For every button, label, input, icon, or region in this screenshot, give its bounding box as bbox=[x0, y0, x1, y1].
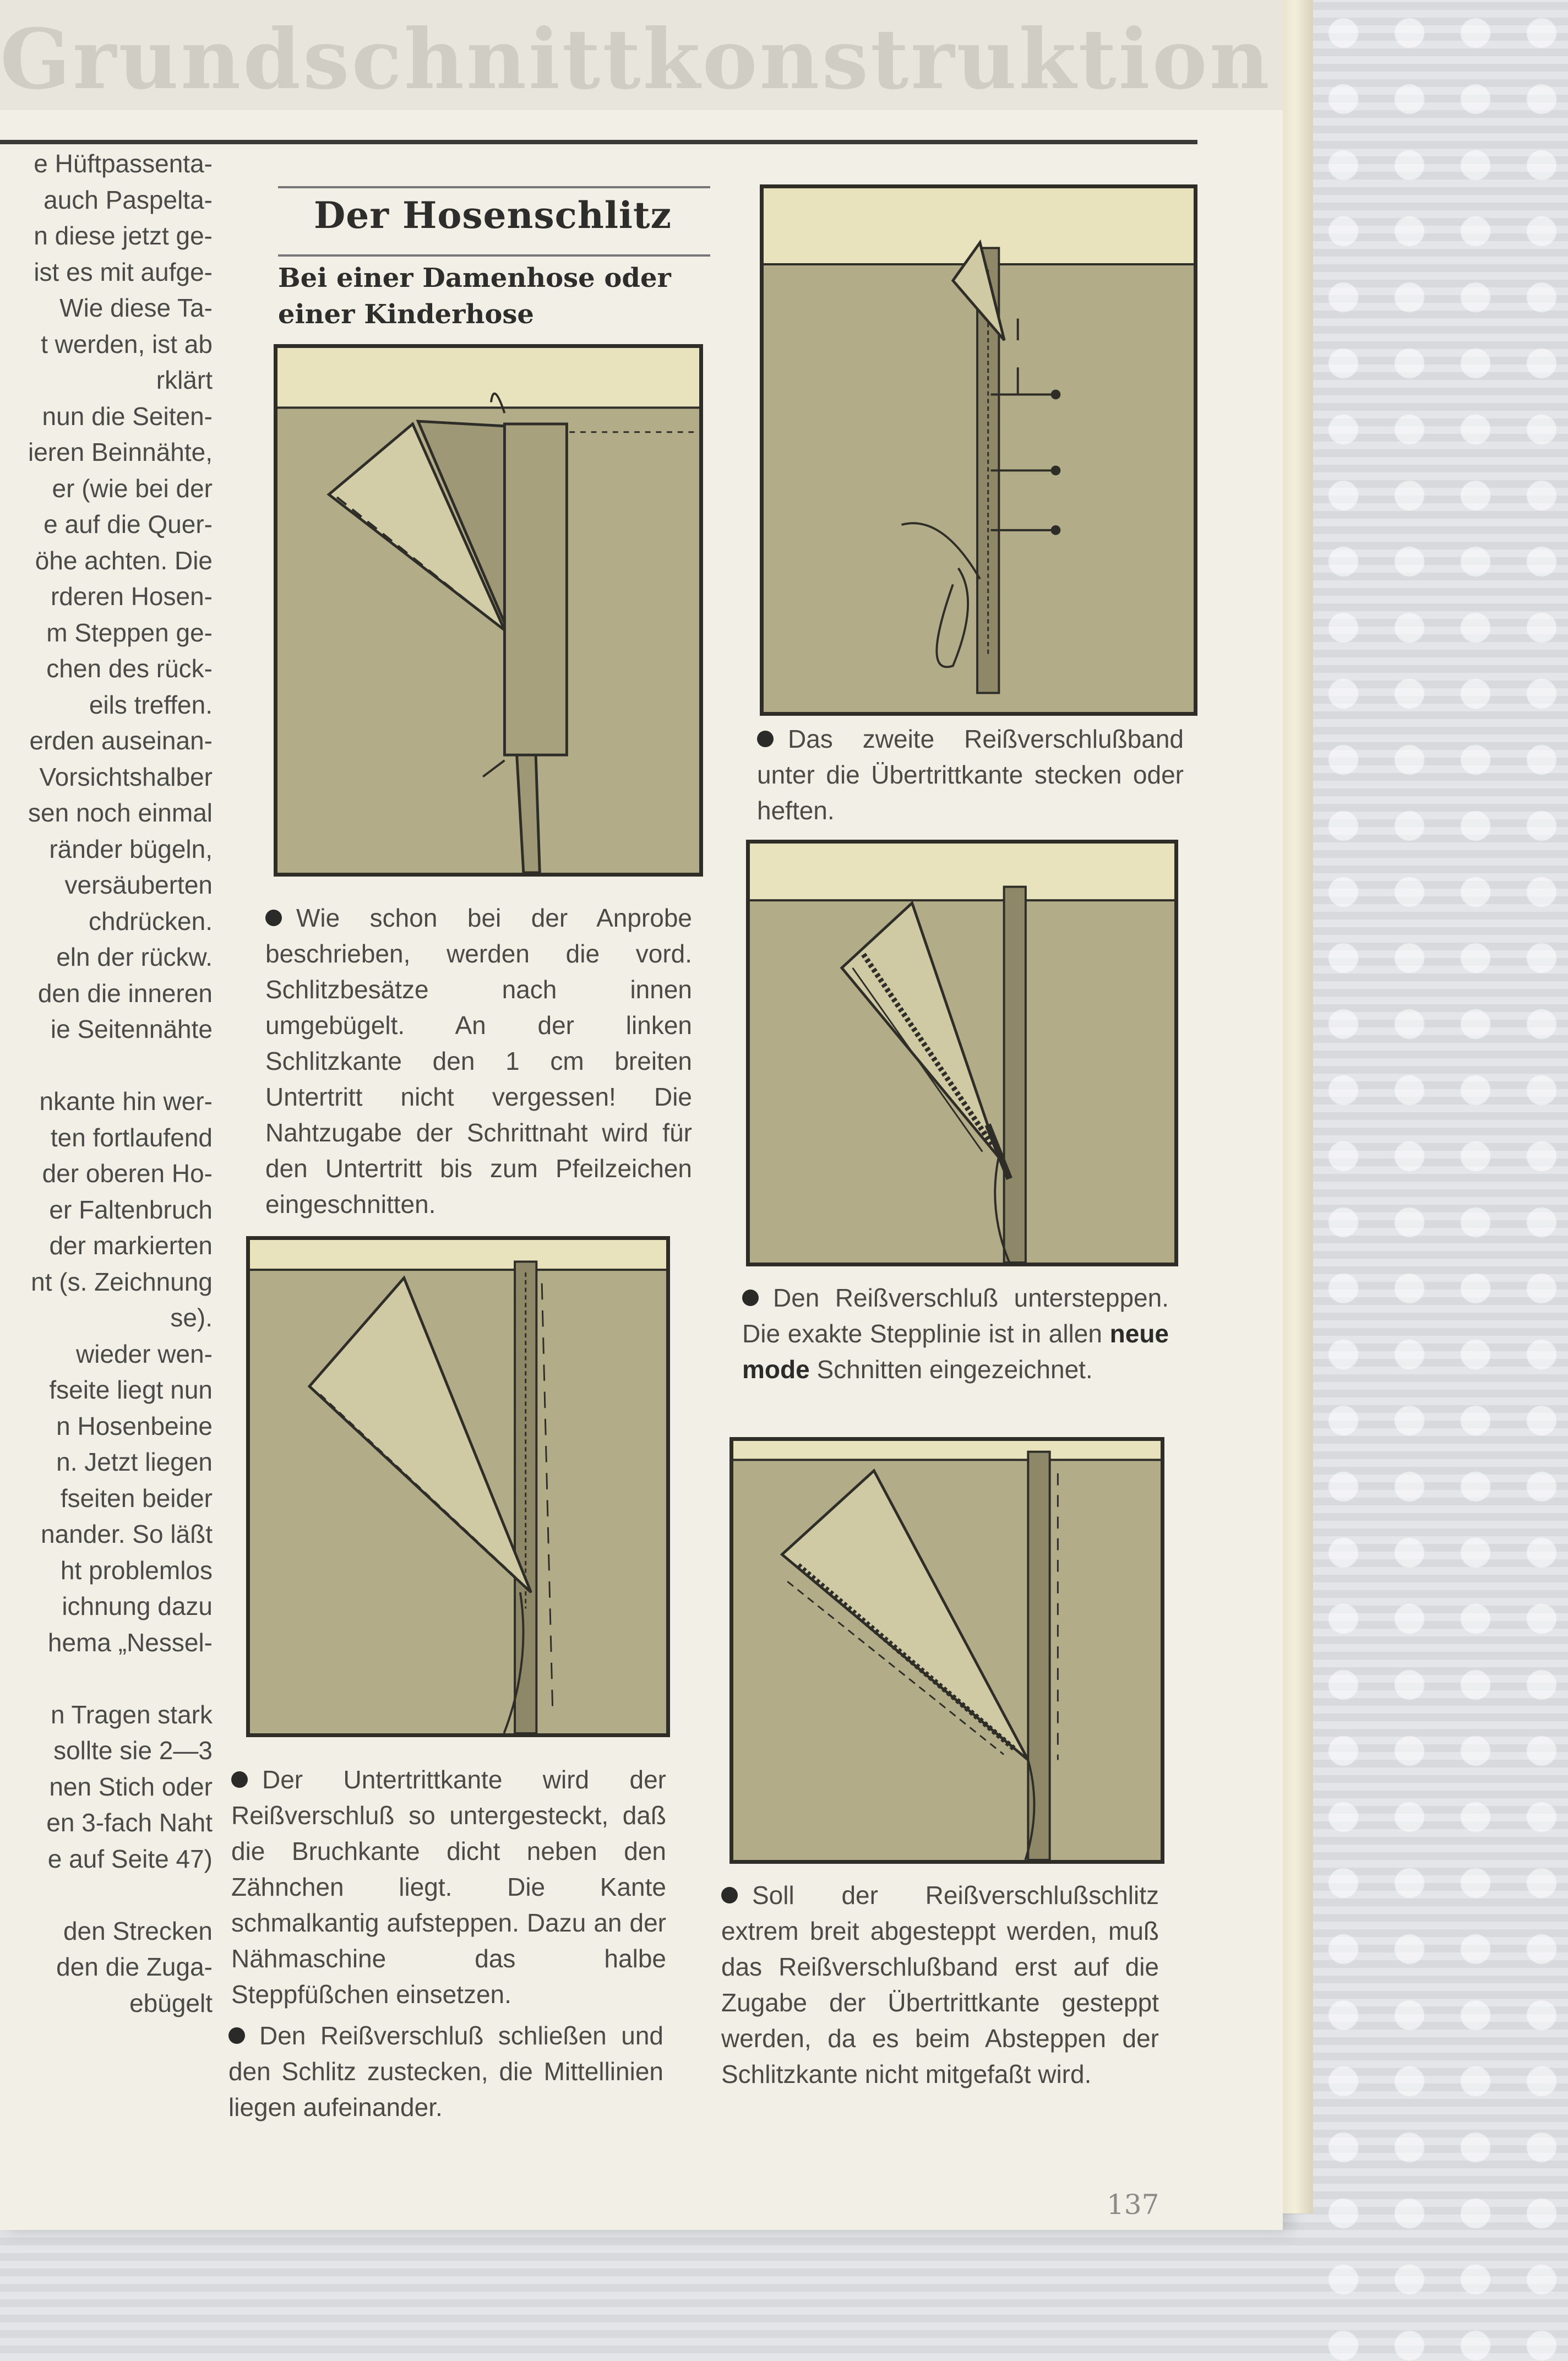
illustration-stitch-under-zipper bbox=[746, 840, 1178, 1266]
left-column-line: ieren Beinnähte, bbox=[28, 438, 213, 466]
left-column-line: nander. So läßt bbox=[41, 1520, 213, 1548]
left-column-line: er Faltenbruch bbox=[49, 1195, 213, 1224]
left-column-line: ist es mit aufge- bbox=[34, 257, 213, 286]
caption-step-5 bbox=[742, 1280, 1169, 1388]
left-column-line: se). bbox=[170, 1303, 213, 1332]
left-column-line: n Tragen stark bbox=[50, 1700, 213, 1729]
left-column-line: der oberen Ho- bbox=[42, 1159, 213, 1188]
section-title: Der Hosenschlitz bbox=[314, 194, 672, 237]
running-header bbox=[0, 0, 1283, 110]
left-column-line: eils treffen. bbox=[89, 690, 213, 719]
left-column-line: auch Paspelta- bbox=[43, 185, 213, 214]
illustration-fly-facing bbox=[274, 344, 703, 877]
background-cloth bbox=[1310, 0, 1568, 2361]
left-column-line: chen des rück- bbox=[46, 654, 213, 683]
caption-text: Das zweite Reißverschlußband unter die Übertrittkante stecken oder heften. bbox=[757, 725, 1184, 825]
left-column-line: nun die Seiten- bbox=[42, 401, 213, 431]
illustration-zipper-under-edge bbox=[246, 1236, 670, 1737]
left-column-line: wieder wen- bbox=[76, 1339, 213, 1368]
left-column-line: er (wie bei der bbox=[52, 474, 213, 503]
illustration-wide-topstitch bbox=[729, 1437, 1164, 1864]
left-column-line: der markierten bbox=[49, 1231, 213, 1260]
left-column-line: t werden, ist ab bbox=[41, 329, 213, 358]
left-column-line: den Strecken bbox=[63, 1916, 213, 1945]
left-column-line: m Steppen ge- bbox=[46, 618, 213, 647]
left-column-line: n. Jetzt liegen bbox=[56, 1448, 213, 1476]
left-column-line: ränder bügeln, bbox=[49, 834, 213, 863]
left-column-line: sen noch einmal bbox=[28, 798, 213, 827]
bullet-icon bbox=[228, 2027, 245, 2044]
illustration-second-zipper-tape bbox=[760, 184, 1197, 716]
left-column-line: Vorsichtshalber bbox=[39, 762, 213, 791]
left-column-line: ebügelt bbox=[129, 1988, 213, 2017]
caption-step-1 bbox=[265, 900, 692, 1222]
bullet-icon bbox=[231, 1771, 248, 1788]
page-edge bbox=[1283, 0, 1313, 2213]
left-column-line: den die inneren bbox=[37, 978, 213, 1008]
left-column-line: hema „Nessel- bbox=[47, 1628, 213, 1657]
left-column-line: e Hüftpassenta- bbox=[34, 149, 213, 178]
caption-step-3 bbox=[228, 2018, 663, 2125]
brand-name: neue mode bbox=[742, 1319, 1169, 1384]
left-column-line: nt (s. Zeichnung bbox=[31, 1267, 213, 1296]
page-number: 137 bbox=[1107, 2189, 1159, 2221]
left-column-line: eln der rückw. bbox=[56, 943, 213, 971]
caption-text: Den Reißverschluß untersteppen. Die exakte Stepplinie ist in allen bbox=[742, 1283, 1169, 1348]
left-column-line: fseiten beider bbox=[60, 1483, 213, 1513]
left-column-line: chdrücken. bbox=[88, 906, 213, 935]
header-text: Grundschnittkonstruktion bbox=[0, 11, 1272, 108]
left-column-line: n Hosenbeine bbox=[56, 1411, 213, 1440]
left-column-line: versäuberten bbox=[64, 871, 213, 899]
left-column-line: Wie diese Ta- bbox=[59, 293, 213, 322]
left-column-line: ichnung dazu bbox=[62, 1592, 213, 1620]
left-column-line: öhe achten. Die bbox=[35, 546, 213, 575]
left-column-line: fseite liegt nun bbox=[49, 1375, 213, 1404]
left-column-line: rderen Hosen- bbox=[50, 582, 213, 611]
left-column-line: rklärt bbox=[156, 366, 213, 394]
left-column-line: ht problemlos bbox=[60, 1555, 213, 1585]
caption-text-end: Schnitten eingezeichnet. bbox=[816, 1355, 1093, 1384]
caption-step-4 bbox=[757, 721, 1184, 829]
caption-text: Soll der Reißverschlußschlitz extrem breit abgesteppt werden, muß das Reißverschlußband erst auf die Zugabe der Übertrittkante gesteppt werden, da es beim Absteppen der Schlitzkante nicht mitgefaßt wird. bbox=[721, 1881, 1159, 2088]
left-column-line: e auf die Quer- bbox=[43, 510, 213, 538]
left-column-line: en 3-fach Naht bbox=[46, 1808, 213, 1837]
left-column-line: erden auseinan- bbox=[29, 726, 213, 755]
left-column-line: n diese jetzt ge- bbox=[34, 221, 213, 250]
caption-step-6 bbox=[721, 1878, 1159, 2092]
bullet-icon bbox=[721, 1887, 738, 1903]
left-column-line: sollte sie 2—3 bbox=[53, 1736, 213, 1765]
bullet-icon bbox=[757, 731, 774, 747]
bullet-icon bbox=[742, 1290, 759, 1306]
left-column-line: nkante hin wer- bbox=[39, 1087, 213, 1116]
left-column-line: ten fortlaufend bbox=[50, 1123, 213, 1152]
caption-text: Den Reißverschluß schließen und den Schlitz zustecken, die Mittellinien liegen aufeinander. bbox=[228, 2021, 663, 2121]
caption-text: Der Untertrittkante wird der Reißverschluß so untergesteckt, daß die Bruchkante dicht neben den Zähnchen liegt. Die Kante schmalkantig aufsteppen. Dazu an der Nähmaschine das halbe Steppfüßchen einsetzen. bbox=[231, 1765, 666, 2009]
caption-step-2 bbox=[231, 1762, 666, 2012]
left-column-line: ie Seitennähte bbox=[50, 1015, 213, 1043]
top-rule bbox=[0, 140, 1197, 144]
section-subtitle: Bei einer Damenhose oder einer Kinderhose bbox=[278, 263, 671, 330]
left-column-line: den die Zuga- bbox=[56, 1952, 213, 1981]
caption-text: Wie schon bei der Anprobe beschrieben, werden die vord. Schlitzbesätze nach innen umgebügelt. An der linken Schlitzkante den 1 cm breiten Untertritt nicht vergessen! Die Nahtzugabe der Schrittnaht wird für den Untertritt bis zum Pfeilzeichen eingeschnitten. bbox=[265, 904, 692, 1218]
left-column-line: e auf Seite 47) bbox=[47, 1844, 213, 1873]
left-column-line: nen Stich oder bbox=[49, 1772, 213, 1801]
bullet-icon bbox=[265, 910, 282, 926]
